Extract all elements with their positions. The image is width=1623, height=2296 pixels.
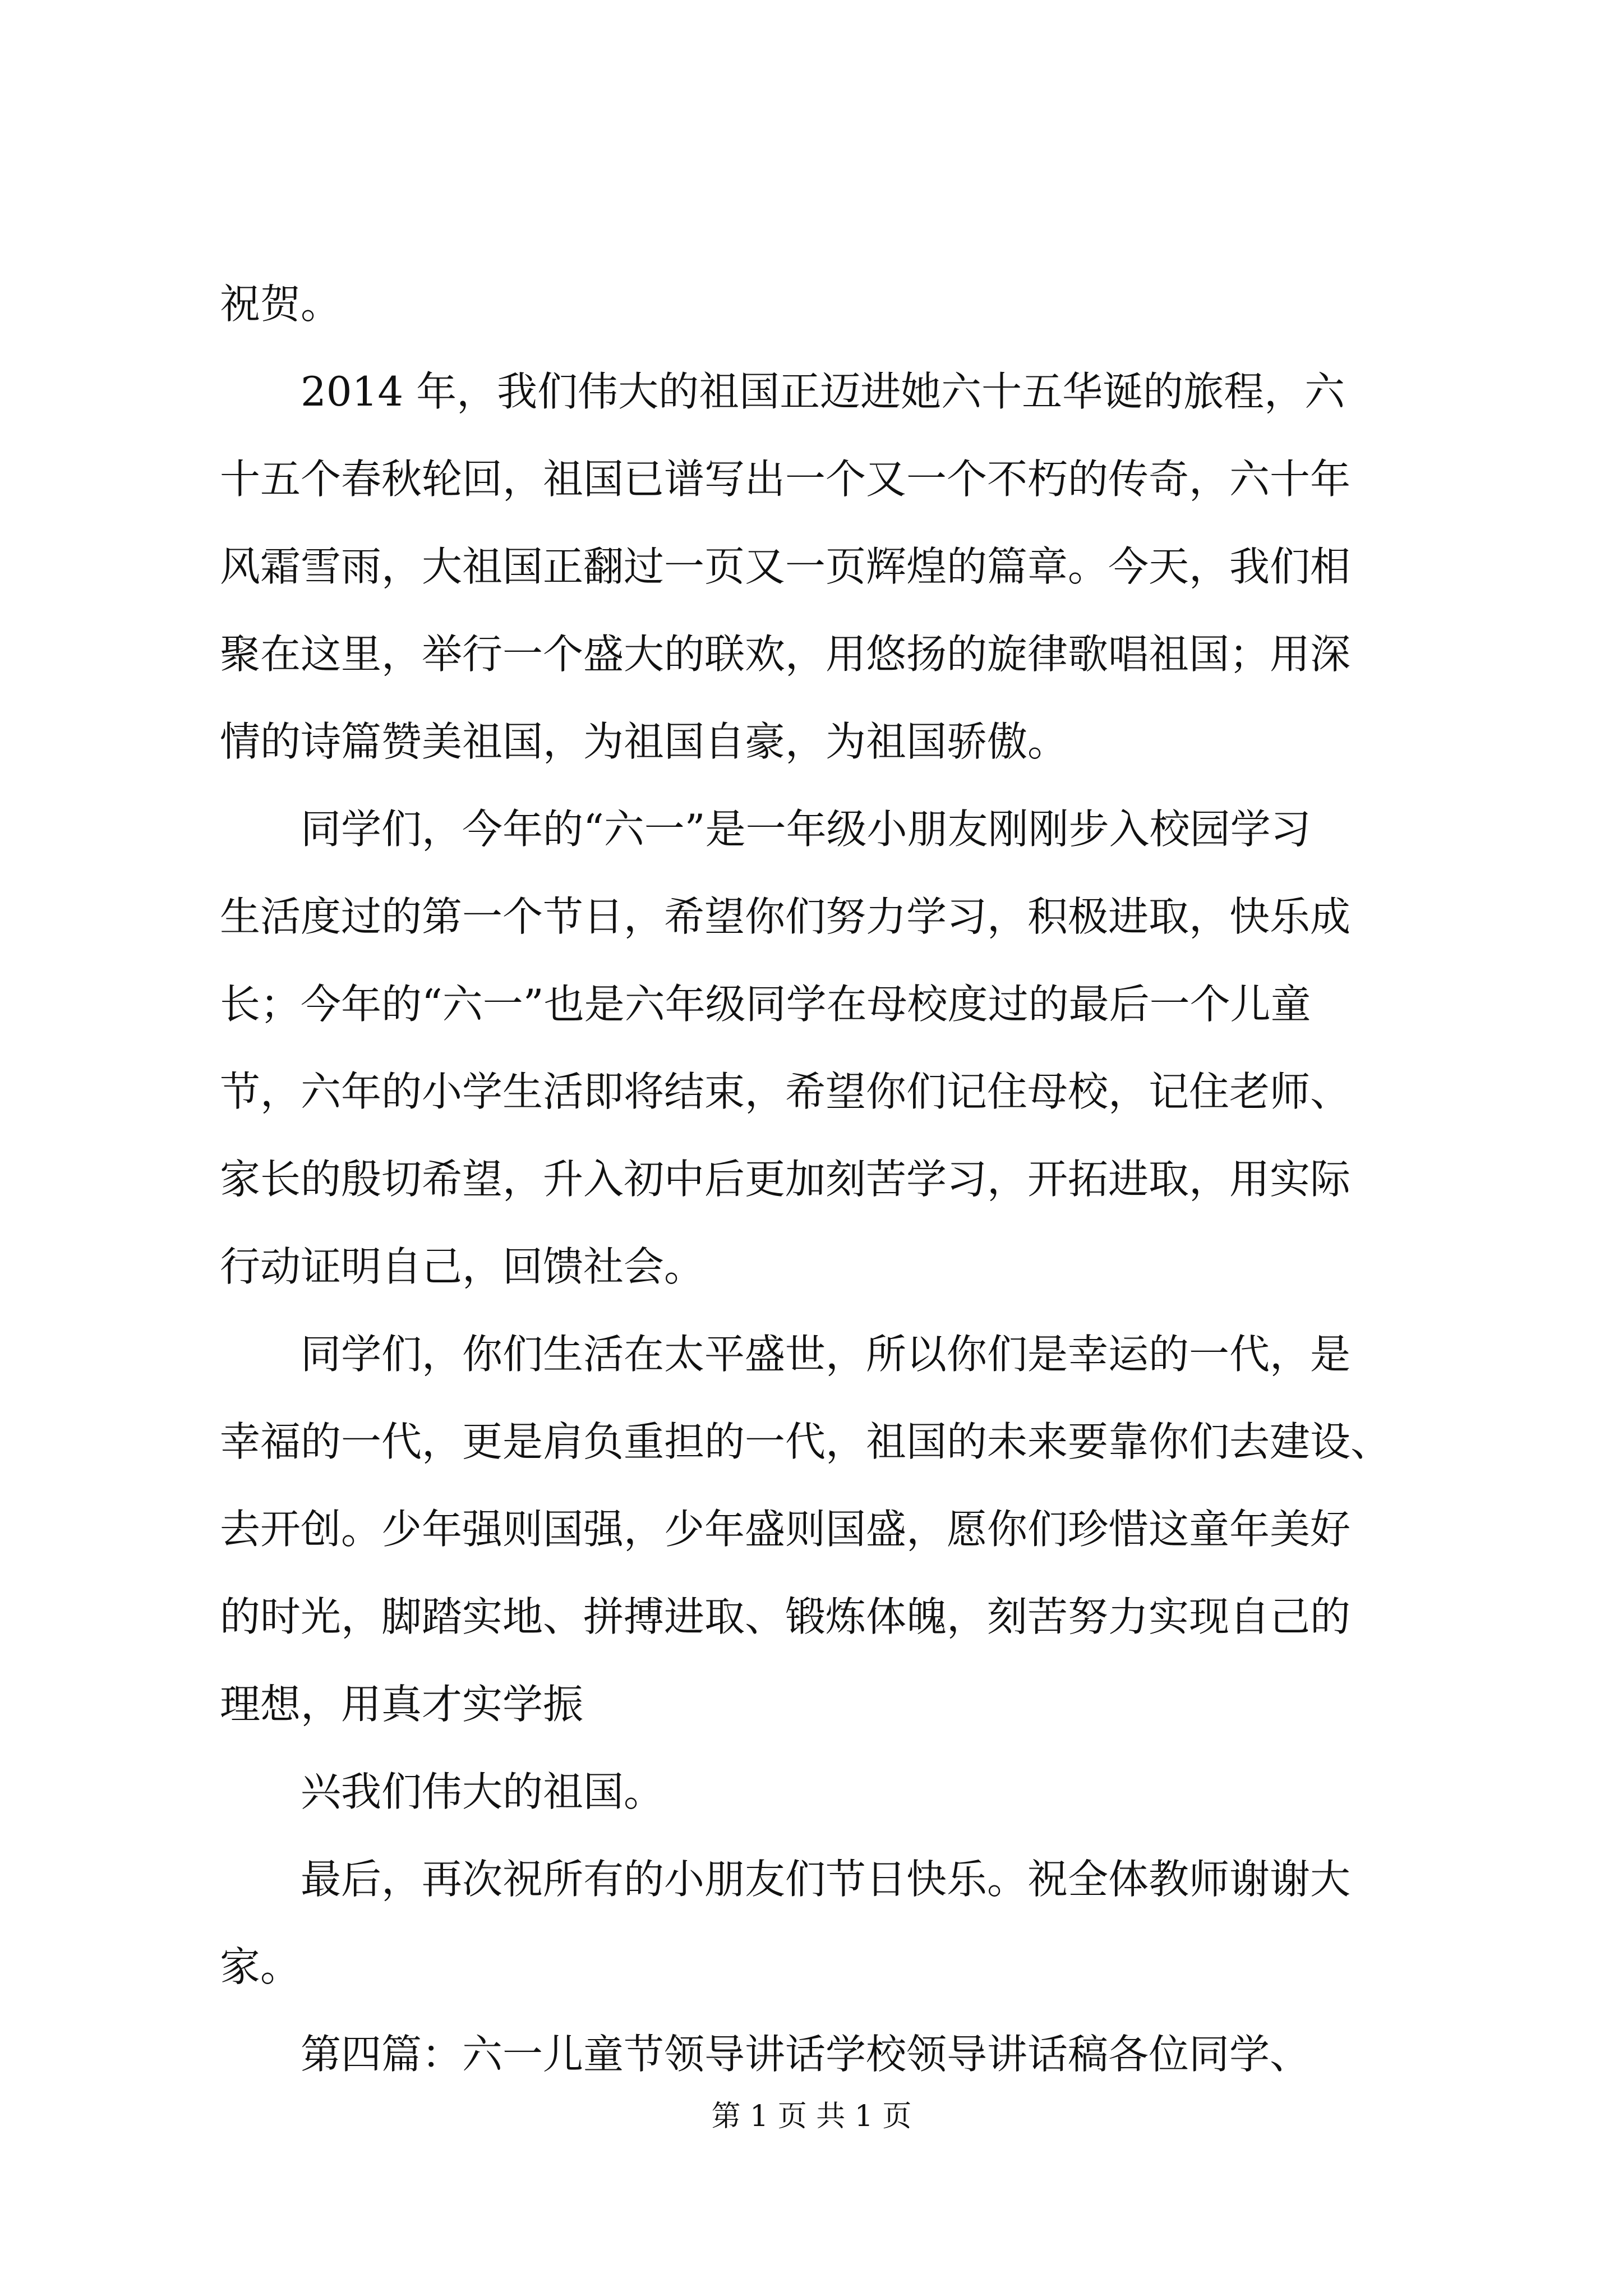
body-line-12: 行动证明自己，回馈社会。 (220, 1243, 705, 1290)
body-line-16: 的时光，脚踏实地、拼搏进取、锻炼体魄，刻苦努力实现自己的 (220, 1593, 1351, 1640)
body-line-2: 2014 年，我们伟大的祖国正迈进她六十五华诞的旅程，六 (220, 368, 1345, 415)
body-line-11: 家长的殷切希望，升入初中后更加刻苦学习，开拓进取，用实际 (220, 1156, 1351, 1203)
body-line-6: 情的诗篇赞美祖国，为祖国自豪，为祖国骄傲。 (220, 718, 1068, 765)
body-line-20: 家。 (220, 1943, 301, 1990)
body-line-21: 第四篇：六一儿童节领导讲话学校领导讲话稿各位同学、 (220, 2031, 1311, 2078)
body-line-1: 祝贺。 (220, 280, 342, 328)
body-line-18: 兴我们伟大的祖国。 (220, 1768, 665, 1815)
body-line-3: 十五个春秋轮回，祖国已谱写出一个又一个不朽的传奇，六十年 (220, 455, 1351, 503)
body-line-10: 节，六年的小学生活即将结束，希望你们记住母校，记住老师、 (220, 1068, 1351, 1115)
body-line-9: 长；今年的“六一”也是六年级同学在母校度过的最后一个儿童 (220, 981, 1311, 1028)
body-line-5: 聚在这里，举行一个盛大的联欢，用悠扬的旋律歌唱祖国；用深 (220, 631, 1351, 678)
body-line-19: 最后，再次祝所有的小朋友们节日快乐。祝全体教师谢谢大 (220, 1856, 1351, 1903)
body-line-17: 理想，用真才实学振 (220, 1681, 584, 1728)
body-line-13: 同学们，你们生活在太平盛世，所以你们是幸运的一代，是 (220, 1331, 1351, 1378)
body-line-14: 幸福的一代，更是肩负重担的一代，祖国的未来要靠你们去建设、 (220, 1418, 1391, 1465)
body-line-4: 风霜雪雨，大祖国正翻过一页又一页辉煌的篇章。今天，我们相 (220, 543, 1351, 590)
body-line-8: 生活度过的第一个节日，希望你们努力学习，积极进取，快乐成 (220, 893, 1351, 940)
body-line-15: 去开创。少年强则国强，少年盛则国盛，愿你们珍惜这童年美好 (220, 1506, 1351, 1553)
body-line-7: 同学们，今年的“六一”是一年级小朋友刚刚步入校园学习 (220, 806, 1311, 853)
page-footer (0, 2097, 1623, 2136)
page-number: 第 1 页 共 1 页 (711, 2100, 912, 2133)
